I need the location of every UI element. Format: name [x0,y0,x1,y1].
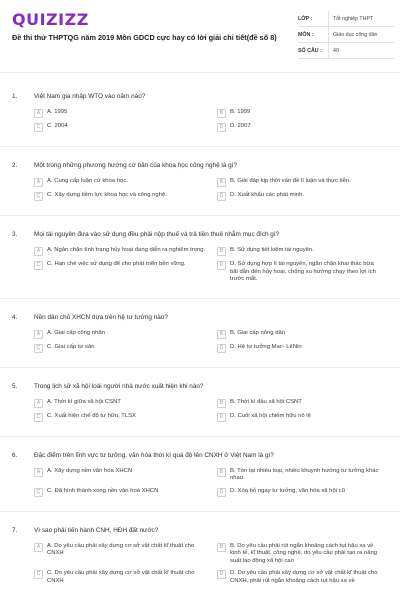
option-letter-box[interactable]: C [34,344,43,353]
option-text: B. Tồn tại nhiều loại, nhiều khuynh hướng tư tưởng khác nhau [230,467,379,481]
answer-option[interactable] [217,123,387,132]
answer-option[interactable] [217,247,387,256]
option-letter-box[interactable]: B [217,330,226,339]
question-header [0,382,400,394]
option-letter-box[interactable]: C [34,192,43,201]
question-header [0,451,400,463]
option-letter-box[interactable]: B [217,468,226,477]
question-divider [0,511,400,512]
option-text: D. Xóa bỏ ngay tư tưởng, văn hóa xã hội cũ [230,487,345,494]
option-text: D. Cuối xã hội chiếm hữu nô lệ [230,412,311,419]
question-text: Nền dân chủ XHCN dựa trên hệ tư tưởng nào? [34,313,168,321]
option-letter-box[interactable]: D [217,488,226,497]
meta-label: LỚP : [298,15,313,22]
question-block [0,230,400,284]
option-letter-box[interactable]: D [217,192,226,201]
question-number: 6. [12,451,18,459]
answer-option[interactable] [34,109,217,118]
document-header [0,0,400,72]
option-text: A. Xây dựng nền văn hóa XHCN [47,467,133,474]
option-text: C. Giai cấp tư sản [47,343,95,350]
question-block [0,382,400,422]
question-list [0,92,400,599]
meta-label: MÔN : [298,31,314,38]
option-text: A. Ngăn chặn tình trạng hủy hoại đang diễn ra nghiêm trọng. [47,247,206,253]
option-letter-box[interactable]: D [217,261,226,270]
option-text: C. Xuất hiện chế độ tư hữu, TLSX [47,412,136,419]
question-number: 7. [12,526,18,534]
answer-options [0,394,400,422]
question-number: 1. [12,93,18,100]
answer-option[interactable] [217,109,387,118]
option-text: D. Hệ tư tưởng Mac- LêNin [230,343,302,350]
question-block [0,451,400,497]
option-text: C. Đã hình thành xong nền văn hoá XHCN [47,487,159,494]
question-number: 4. [12,313,18,321]
meta-row-subject [298,27,394,43]
answer-option[interactable] [217,570,387,585]
document-title: Đề thi thử THPTQG năm 2019 Môn GDCD cực hay có lời giải chi tiết(đề số 8) [12,33,277,42]
meta-value: Giáo dục công dân [328,27,394,42]
answer-option[interactable] [34,399,217,408]
question-header [0,230,400,242]
option-letter-box[interactable]: C [34,488,43,497]
answer-option[interactable] [34,261,217,284]
answer-option[interactable] [34,468,217,483]
option-text: B. Sử dụng tiết kiệm tài nguyên. [230,247,314,253]
question-divider [0,146,400,147]
meta-row-count [298,43,394,59]
answer-options [0,325,400,353]
question-number: 2. [12,162,18,169]
option-text: B. Thời kì đầu xã hội CSNT [230,398,302,405]
option-letter-box[interactable]: A [34,109,43,118]
option-letter-box[interactable]: A [34,330,43,339]
answer-option[interactable] [217,488,387,497]
option-text: C. Do yêu cầu phải xây dựng cơ sở vật chất kĩ thuật cho CNXH [47,570,195,584]
option-text: B. Giải đáp kịp thời vấn đề lí luận và thực tiễn. [230,178,351,184]
option-text: D. 2007 [230,123,251,129]
option-text: B. 1999 [230,109,251,115]
option-letter-box[interactable]: C [34,413,43,422]
meta-row-class [298,11,394,27]
option-letter-box[interactable]: C [34,570,43,579]
option-letter-box[interactable]: B [217,247,226,256]
option-text: A. 1995 [47,109,68,115]
quizizz-logo[interactable]: QUIZIZZ [12,10,89,29]
answer-options [0,538,400,586]
option-text: A. Giai cấp công nhân [47,329,105,336]
question-number: 3. [12,231,18,238]
answer-option[interactable] [217,330,387,339]
answer-options [0,242,400,284]
answer-options [0,463,400,497]
question-block [0,526,400,586]
answer-option[interactable] [217,344,387,353]
option-text: D. Xuất khẩu các phát minh. [230,192,305,198]
option-letter-box[interactable]: B [217,543,226,552]
answer-option[interactable] [34,330,217,339]
header-divider [0,72,400,73]
option-letter-box[interactable]: B [217,109,226,118]
answer-option[interactable] [34,178,217,187]
meta-value: Tốt nghiệp THPT [328,11,394,26]
answer-option[interactable] [34,192,217,201]
question-text: Đặc điểm trên lĩnh vực tư tưởng, văn hóa thời kì quá độ lên CNXH ở Việt Nam là gì? [34,451,274,459]
answer-options [0,104,400,132]
option-letter-box[interactable]: D [217,570,226,579]
option-text: C. Xây dựng tiềm lực khoa học và công nghệ. [47,192,167,198]
question-text: Vì sao phải tiến hành CNH, HĐH đất nước? [34,526,159,534]
question-block [0,161,400,201]
option-text: B. Do yêu cầu phải rút ngắn khoảng cách tụt hậu xa về kinh tế, kĩ thuật, công nghệ, do yêu cầu phải tạo ra năng suất lao động xã hội cao [230,542,378,564]
question-text: Trong lịch sử xã hội loài người nhà nước xuất hiện khi nào? [34,382,204,390]
option-letter-box[interactable]: A [34,178,43,187]
option-text: C. Hạn chế việc sử dụng để cho phát triển bền vững. [47,261,186,267]
option-letter-box[interactable]: C [34,261,43,270]
question-header [0,313,400,325]
option-letter-box[interactable]: D [217,344,226,353]
option-letter-box[interactable]: D [217,123,226,132]
option-text: D. Do yêu cầu phải xây dựng cơ sở vật chất kĩ thuật cho CNXH, phải rút ngắn khoảng cách tụt hậu xa về [230,570,378,584]
question-header [0,526,400,538]
answer-option[interactable] [217,192,387,201]
meta-value: 40 [328,43,394,58]
answer-option[interactable] [34,570,217,585]
option-text: A. Do yêu cầu phải xây dựng cơ sở vật chất kĩ thuật cho CNXH [47,542,195,556]
option-letter-box[interactable]: A [34,399,43,408]
option-letter-box[interactable]: D [217,413,226,422]
meta-label: SỐ CÂU : [298,47,322,54]
option-letter-box[interactable]: A [34,247,43,256]
answer-option[interactable] [34,543,217,566]
option-letter-box[interactable]: B [217,399,226,408]
answer-option[interactable] [217,178,387,187]
option-text: B. Giai cấp nông dân [230,329,286,336]
option-text: A. Thời kì giữa xã hội CSNT [47,398,121,405]
question-block [0,313,400,353]
option-letter-box[interactable]: C [34,123,43,132]
answer-option[interactable] [34,247,217,256]
answer-option[interactable] [217,399,387,408]
answer-option[interactable] [34,123,217,132]
question-text: Một trong những phương hướng cơ bản của khoa học công nghệ là gì? [34,162,238,169]
answer-options [0,173,400,201]
answer-option[interactable] [34,344,217,353]
answer-option[interactable] [217,543,387,566]
answer-option[interactable] [34,413,217,422]
answer-option[interactable] [217,413,387,422]
answer-option[interactable] [217,261,387,284]
question-text: Mọi tài nguyên đưa vào sử dụng đều phải nộp thuế và trả tiền thuê nhằm mục đích gì? [34,231,280,238]
question-divider [0,367,400,368]
meta-table [298,11,394,59]
option-letter-box[interactable]: A [34,468,43,477]
option-letter-box[interactable]: A [34,543,43,552]
question-header [0,161,400,173]
option-text: C. 2004 [47,123,68,129]
answer-option[interactable] [34,488,217,497]
question-number: 5. [12,382,18,390]
option-text: D. Sử dụng hợp lí tài nguyên, ngăn chặn khai thác bừa bãi dẫn đến hủy hoại, chống xu hướng chạy theo lợi ích trước mắt. [230,261,376,282]
question-divider [0,215,400,216]
question-header [0,92,400,104]
question-divider [0,436,400,437]
question-block [0,92,400,132]
option-letter-box[interactable]: B [217,178,226,187]
option-text: A. Cung cấp luận cứ khoa học. [47,178,128,184]
answer-option[interactable] [217,468,387,483]
question-divider [0,298,400,299]
question-text: Việt Nam gia nhập WTO vào năm nào? [34,93,146,100]
